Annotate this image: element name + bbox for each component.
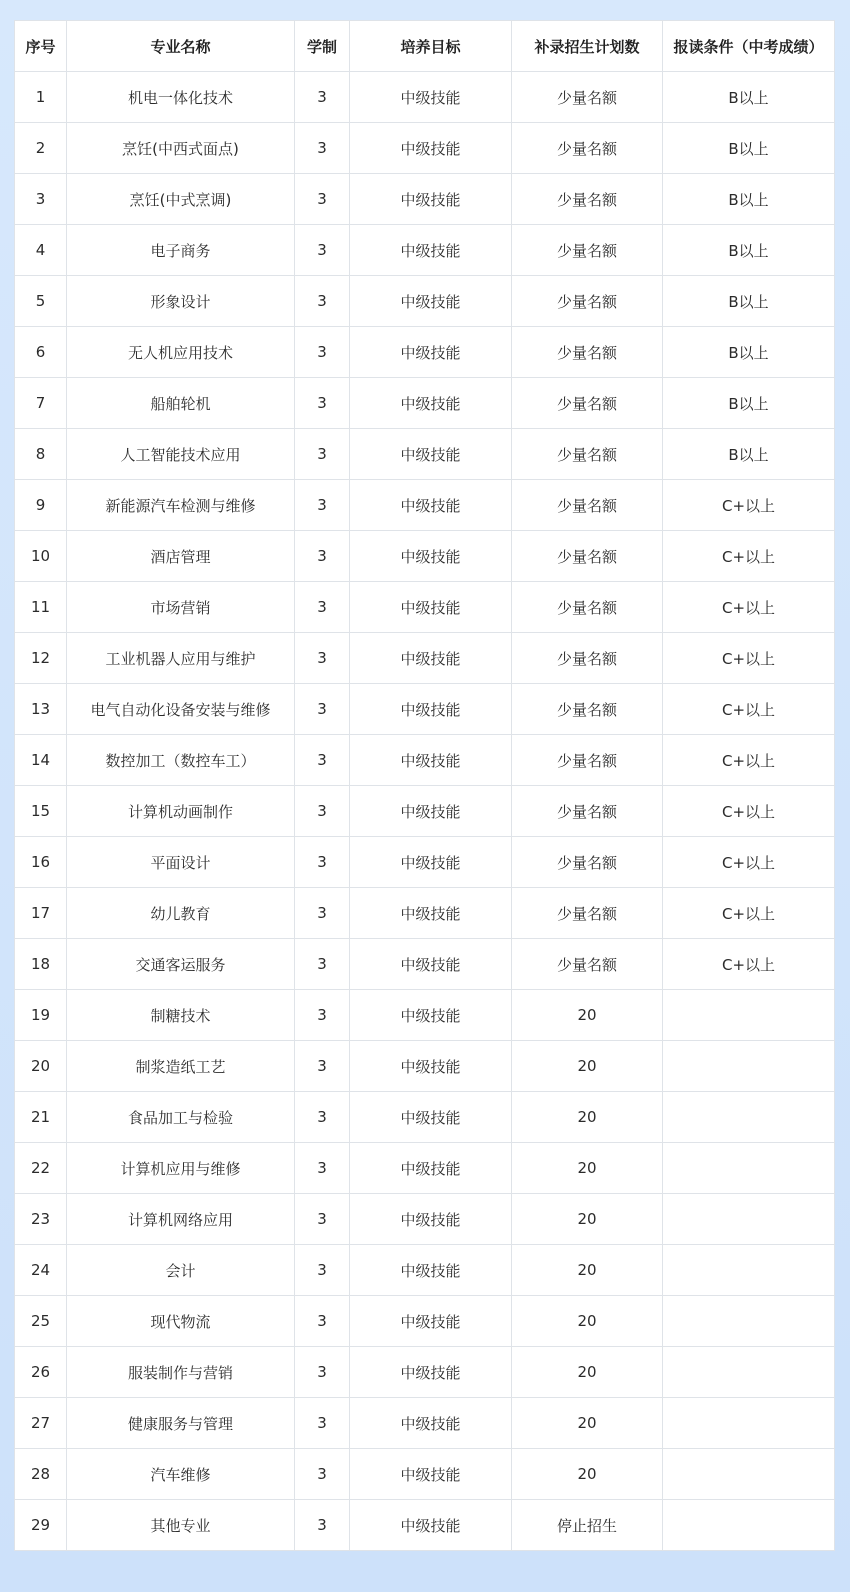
row-no: 1 [15, 72, 67, 123]
table-row [15, 990, 835, 1041]
row-plan: 少量名额 [512, 582, 663, 633]
row-condition: C+以上 [663, 582, 835, 633]
table-row [15, 1092, 835, 1143]
row-major: 电气自动化设备安装与维修 [67, 684, 295, 735]
row-goal: 中级技能 [350, 429, 512, 480]
row-major: 计算机网络应用 [67, 1194, 295, 1245]
row-years: 3 [295, 1347, 350, 1398]
row-condition: C+以上 [663, 684, 835, 735]
row-goal: 中级技能 [350, 633, 512, 684]
enrollment-table [14, 20, 835, 1551]
header-major: 专业名称 [67, 21, 295, 72]
row-plan: 20 [512, 1041, 663, 1092]
row-plan: 少量名额 [512, 786, 663, 837]
row-no: 4 [15, 225, 67, 276]
row-no: 7 [15, 378, 67, 429]
row-years: 3 [295, 786, 350, 837]
row-major: 制浆造纸工艺 [67, 1041, 295, 1092]
row-goal: 中级技能 [350, 990, 512, 1041]
row-years: 3 [295, 378, 350, 429]
row-plan: 少量名额 [512, 276, 663, 327]
table-row [15, 837, 835, 888]
row-plan: 少量名额 [512, 735, 663, 786]
row-major: 健康服务与管理 [67, 1398, 295, 1449]
table-row [15, 1500, 835, 1551]
row-years: 3 [295, 837, 350, 888]
table-row [15, 1194, 835, 1245]
row-major: 酒店管理 [67, 531, 295, 582]
row-major: 工业机器人应用与维护 [67, 633, 295, 684]
table-row [15, 1245, 835, 1296]
row-plan: 少量名额 [512, 888, 663, 939]
row-no: 23 [15, 1194, 67, 1245]
row-years: 3 [295, 225, 350, 276]
header-condition: 报读条件（中考成绩） [663, 21, 835, 72]
row-goal: 中级技能 [350, 1194, 512, 1245]
row-goal: 中级技能 [350, 1296, 512, 1347]
row-plan: 少量名额 [512, 327, 663, 378]
row-condition [663, 1449, 835, 1500]
row-goal: 中级技能 [350, 174, 512, 225]
row-no: 19 [15, 990, 67, 1041]
header-row [15, 21, 835, 72]
enrollment-table-container [14, 20, 834, 1551]
table-row [15, 939, 835, 990]
table-body [15, 72, 835, 1551]
row-condition [663, 1041, 835, 1092]
row-major: 无人机应用技术 [67, 327, 295, 378]
row-major: 食品加工与检验 [67, 1092, 295, 1143]
row-plan: 20 [512, 1245, 663, 1296]
header-plan: 补录招生计划数 [512, 21, 663, 72]
table-row [15, 888, 835, 939]
row-plan: 少量名额 [512, 531, 663, 582]
table-row [15, 684, 835, 735]
row-years: 3 [295, 1245, 350, 1296]
row-major: 计算机应用与维修 [67, 1143, 295, 1194]
row-no: 8 [15, 429, 67, 480]
row-no: 26 [15, 1347, 67, 1398]
row-goal: 中级技能 [350, 1041, 512, 1092]
row-goal: 中级技能 [350, 582, 512, 633]
row-major: 电子商务 [67, 225, 295, 276]
row-no: 27 [15, 1398, 67, 1449]
row-plan: 少量名额 [512, 480, 663, 531]
row-condition [663, 1347, 835, 1398]
row-years: 3 [295, 633, 350, 684]
row-goal: 中级技能 [350, 1398, 512, 1449]
row-major: 会计 [67, 1245, 295, 1296]
header-no: 序号 [15, 21, 67, 72]
row-no: 25 [15, 1296, 67, 1347]
row-condition [663, 1398, 835, 1449]
table-row [15, 429, 835, 480]
row-condition: C+以上 [663, 786, 835, 837]
row-goal: 中级技能 [350, 225, 512, 276]
header-goal: 培养目标 [350, 21, 512, 72]
row-goal: 中级技能 [350, 1245, 512, 1296]
row-condition: C+以上 [663, 888, 835, 939]
row-no: 2 [15, 123, 67, 174]
row-goal: 中级技能 [350, 123, 512, 174]
row-years: 3 [295, 1194, 350, 1245]
row-major: 服装制作与营销 [67, 1347, 295, 1398]
row-goal: 中级技能 [350, 1347, 512, 1398]
row-no: 11 [15, 582, 67, 633]
row-plan: 少量名额 [512, 939, 663, 990]
row-years: 3 [295, 1296, 350, 1347]
row-plan: 20 [512, 1398, 663, 1449]
row-years: 3 [295, 990, 350, 1041]
row-no: 9 [15, 480, 67, 531]
row-major: 人工智能技术应用 [67, 429, 295, 480]
row-no: 6 [15, 327, 67, 378]
table-row [15, 378, 835, 429]
row-years: 3 [295, 429, 350, 480]
row-no: 15 [15, 786, 67, 837]
row-major: 数控加工（数控车工） [67, 735, 295, 786]
row-condition [663, 1092, 835, 1143]
row-plan: 20 [512, 1296, 663, 1347]
row-plan: 少量名额 [512, 684, 663, 735]
row-plan: 少量名额 [512, 174, 663, 225]
table-row [15, 72, 835, 123]
row-condition: C+以上 [663, 939, 835, 990]
row-plan: 20 [512, 990, 663, 1041]
row-no: 16 [15, 837, 67, 888]
row-years: 3 [295, 72, 350, 123]
row-major: 现代物流 [67, 1296, 295, 1347]
row-goal: 中级技能 [350, 1143, 512, 1194]
table-row [15, 735, 835, 786]
row-condition: B以上 [663, 123, 835, 174]
row-goal: 中级技能 [350, 786, 512, 837]
table-row [15, 225, 835, 276]
row-years: 3 [295, 1398, 350, 1449]
row-major: 新能源汽车检测与维修 [67, 480, 295, 531]
row-goal: 中级技能 [350, 1092, 512, 1143]
row-condition [663, 1245, 835, 1296]
row-no: 20 [15, 1041, 67, 1092]
row-no: 14 [15, 735, 67, 786]
row-plan: 少量名额 [512, 123, 663, 174]
row-major: 制糖技术 [67, 990, 295, 1041]
table-row [15, 174, 835, 225]
row-years: 3 [295, 1041, 350, 1092]
row-goal: 中级技能 [350, 378, 512, 429]
row-years: 3 [295, 480, 350, 531]
row-goal: 中级技能 [350, 480, 512, 531]
row-condition [663, 1194, 835, 1245]
row-major: 平面设计 [67, 837, 295, 888]
row-no: 12 [15, 633, 67, 684]
row-condition: B以上 [663, 174, 835, 225]
row-major: 烹饪(中式烹调) [67, 174, 295, 225]
table-row [15, 531, 835, 582]
row-goal: 中级技能 [350, 72, 512, 123]
table-row [15, 480, 835, 531]
row-years: 3 [295, 123, 350, 174]
row-plan: 20 [512, 1194, 663, 1245]
row-condition: C+以上 [663, 633, 835, 684]
table-row [15, 1449, 835, 1500]
table-row [15, 786, 835, 837]
row-plan: 20 [512, 1092, 663, 1143]
row-goal: 中级技能 [350, 276, 512, 327]
row-goal: 中级技能 [350, 1449, 512, 1500]
row-major: 其他专业 [67, 1500, 295, 1551]
row-plan: 少量名额 [512, 429, 663, 480]
row-condition: B以上 [663, 378, 835, 429]
header-years: 学制 [295, 21, 350, 72]
row-major: 汽车维修 [67, 1449, 295, 1500]
row-major: 形象设计 [67, 276, 295, 327]
row-goal: 中级技能 [350, 531, 512, 582]
table-row [15, 276, 835, 327]
row-goal: 中级技能 [350, 888, 512, 939]
row-years: 3 [295, 531, 350, 582]
row-goal: 中级技能 [350, 684, 512, 735]
row-plan: 少量名额 [512, 837, 663, 888]
row-plan: 20 [512, 1143, 663, 1194]
table-header [15, 21, 835, 72]
row-plan: 20 [512, 1347, 663, 1398]
row-years: 3 [295, 1092, 350, 1143]
row-plan: 少量名额 [512, 225, 663, 276]
table-row [15, 327, 835, 378]
row-condition [663, 990, 835, 1041]
row-condition [663, 1143, 835, 1194]
row-plan: 停止招生 [512, 1500, 663, 1551]
row-years: 3 [295, 276, 350, 327]
row-years: 3 [295, 1449, 350, 1500]
table-row [15, 582, 835, 633]
row-plan: 少量名额 [512, 633, 663, 684]
table-row [15, 1398, 835, 1449]
row-condition: B以上 [663, 225, 835, 276]
row-no: 21 [15, 1092, 67, 1143]
row-no: 18 [15, 939, 67, 990]
row-condition: C+以上 [663, 531, 835, 582]
row-major: 交通客运服务 [67, 939, 295, 990]
row-condition: B以上 [663, 72, 835, 123]
row-plan: 20 [512, 1449, 663, 1500]
row-major: 幼儿教育 [67, 888, 295, 939]
table-row [15, 123, 835, 174]
table-row [15, 1143, 835, 1194]
row-years: 3 [295, 939, 350, 990]
row-condition [663, 1500, 835, 1551]
row-goal: 中级技能 [350, 837, 512, 888]
row-condition: B以上 [663, 276, 835, 327]
row-goal: 中级技能 [350, 735, 512, 786]
row-years: 3 [295, 174, 350, 225]
row-no: 22 [15, 1143, 67, 1194]
row-goal: 中级技能 [350, 939, 512, 990]
row-condition: C+以上 [663, 735, 835, 786]
row-plan: 少量名额 [512, 378, 663, 429]
row-years: 3 [295, 684, 350, 735]
row-major: 船舶轮机 [67, 378, 295, 429]
row-condition: B以上 [663, 429, 835, 480]
row-plan: 少量名额 [512, 72, 663, 123]
row-no: 28 [15, 1449, 67, 1500]
row-no: 13 [15, 684, 67, 735]
row-years: 3 [295, 1500, 350, 1551]
row-condition: B以上 [663, 327, 835, 378]
row-years: 3 [295, 735, 350, 786]
row-no: 5 [15, 276, 67, 327]
row-years: 3 [295, 888, 350, 939]
table-row [15, 633, 835, 684]
row-goal: 中级技能 [350, 327, 512, 378]
row-years: 3 [295, 327, 350, 378]
row-years: 3 [295, 1143, 350, 1194]
row-no: 17 [15, 888, 67, 939]
row-no: 3 [15, 174, 67, 225]
row-major: 计算机动画制作 [67, 786, 295, 837]
row-no: 24 [15, 1245, 67, 1296]
row-condition: C+以上 [663, 480, 835, 531]
row-major: 烹饪(中西式面点) [67, 123, 295, 174]
row-major: 市场营销 [67, 582, 295, 633]
row-major: 机电一体化技术 [67, 72, 295, 123]
table-row [15, 1296, 835, 1347]
row-condition [663, 1296, 835, 1347]
table-row [15, 1347, 835, 1398]
row-goal: 中级技能 [350, 1500, 512, 1551]
row-no: 10 [15, 531, 67, 582]
row-no: 29 [15, 1500, 67, 1551]
row-condition: C+以上 [663, 837, 835, 888]
table-row [15, 1041, 835, 1092]
row-years: 3 [295, 582, 350, 633]
